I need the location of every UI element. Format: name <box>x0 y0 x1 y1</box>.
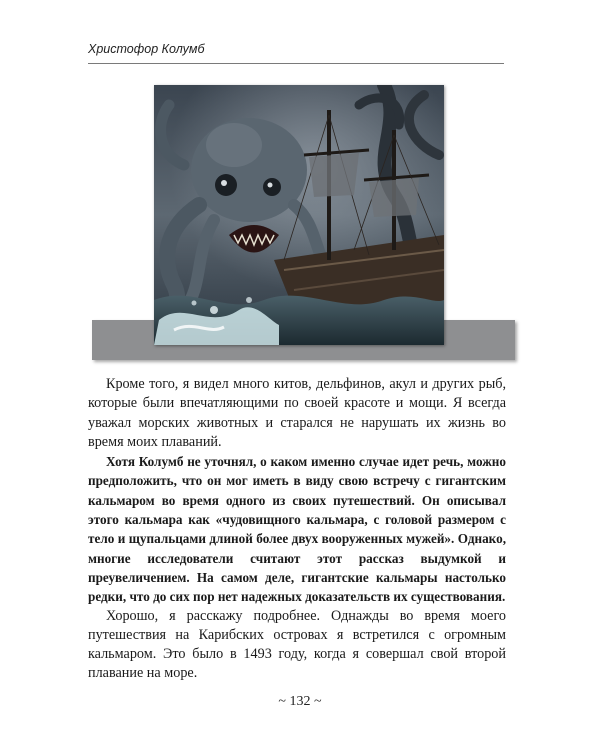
header-rule <box>88 63 504 64</box>
body-text <box>88 375 506 684</box>
paragraph-sea-creatures: Кроме того, я видел много китов, дельфинов, акул и других рыб, которые были впечатляющими по своей красоте и мощи. Я всегда уважал морских животных и старался не нарушать их жизнь во время моих плаваний. <box>88 376 506 450</box>
kraken-attacking-ship-illustration <box>154 85 444 345</box>
paragraph-giant-squid-commentary: Хотя Колумб не уточнял, о каком именно случае идет речь, можно предположить, что он мог иметь в виду свою встречу с гигантским кальмаром во время одного из своих путешествий. Он описывал этого кальмара как «чудовищного кальмара, с головой размером с тело и щупальцами длиной более двух вооруженных мужей». Однако, многие исследователи считают этот рассказ выдумкой и преувеличением. На самом деле, гигантские кальмары настолько редки, что до сих пор нет надежных доказательств их существования. <box>88 454 506 605</box>
paragraph-caribbean-encounter: Хорошо, я расскажу подробнее. Однажды во время моего путешествия на Карибских островах я встретился с огромным кальмаром. Это было в 1493 году, когда я совершал свой второй плавание на море. <box>88 607 506 682</box>
kraken-illustration <box>154 85 444 345</box>
page-number: ~ 132 ~ <box>278 694 322 709</box>
running-head: Христофор Колумб <box>88 42 205 56</box>
